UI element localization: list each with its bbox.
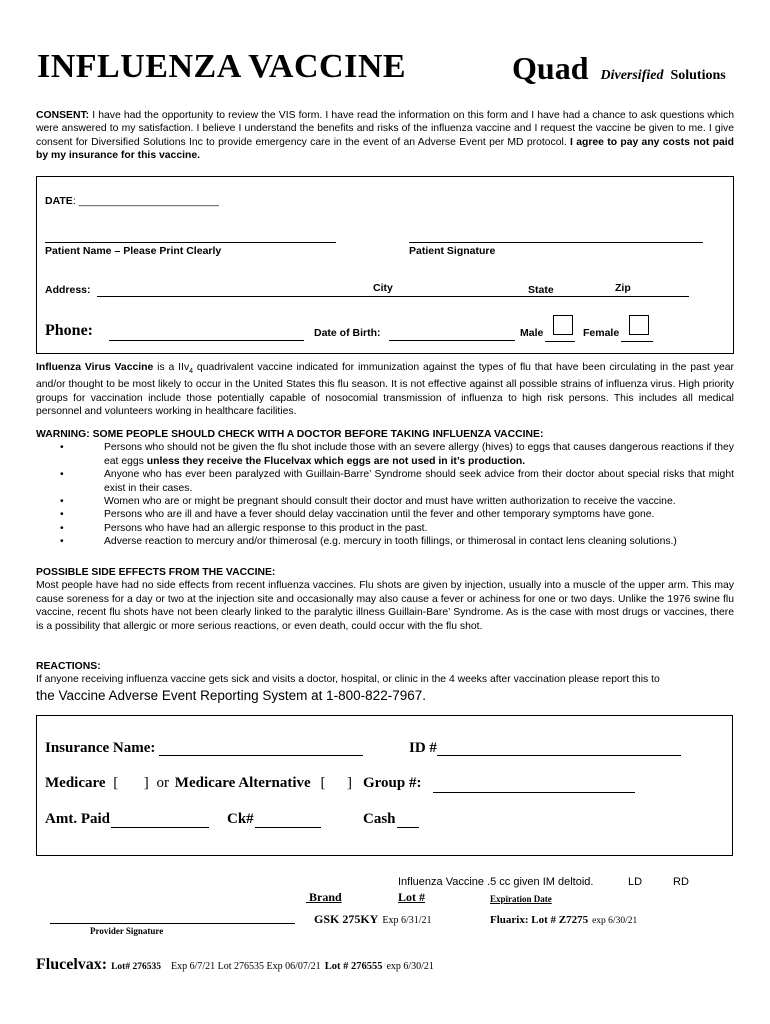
vaccine-info-subscript: 4	[189, 368, 194, 376]
vaccine-info-lead: Influenza Virus Vaccine	[36, 362, 154, 373]
consent-label: CONSENT:	[36, 110, 90, 121]
medicare-label: Medicare	[45, 775, 106, 791]
warning-item	[36, 522, 734, 535]
insurance-box	[36, 715, 733, 856]
bullet-icon: •	[60, 536, 64, 548]
dob-label: Date of Birth:	[314, 327, 381, 339]
medicare-alt-label: Medicare Alternative	[174, 775, 311, 791]
patient-info-box	[36, 176, 734, 354]
vaccine-info-text-2: quadrivalent vaccine indicated for immunization against the types of flu that have been circulating in the past year and/or thought to be most likely to occur in the United States this flu season. It is not effective against all possible strains of influenza virus. High priority groups for vaccination include those potentially capable of nosocomial transmission of influenza to high risk persons. This includes all medical personnel and volunteers working in healthcare facilities.	[36, 362, 734, 418]
medicare-bracket-open[interactable]: [	[113, 775, 119, 791]
fluarix-exp: exp 6/30/21	[592, 916, 638, 926]
form-title: INFLUENZA VACCINE	[37, 48, 407, 85]
female-checkbox[interactable]	[629, 315, 649, 335]
city-label: City	[373, 282, 393, 294]
reactions-text: If anyone receiving influenza vaccine gets sick and visits a doctor, hospital, or clinic in the 4 weeks after vaccination please report this to	[36, 674, 660, 686]
bullet-icon: •	[60, 469, 64, 481]
warning-item-text: Anyone who has ever been paralyzed with Guillain-Barre’ Syndrome should seek advice from their doctor about special risks that might exist in their cases.	[104, 469, 734, 494]
address-label: Address:	[45, 284, 91, 296]
flucelvax-label: Flucelvax:	[36, 956, 108, 973]
warning-section	[36, 428, 734, 549]
warning-item-text: Women who are or might be pregnant should consult their doctor and must have written authorization to receive the vaccine.	[104, 496, 676, 508]
bullet-icon: •	[60, 509, 64, 521]
vaccine-info-paragraph	[36, 361, 734, 419]
date-field[interactable]: : ________________________	[72, 195, 219, 207]
or-label: or	[156, 775, 170, 791]
date-label: DATE	[45, 195, 73, 207]
warning-item-bold: unless they receive the Flucelvax which eggs are not used in it’s production.	[146, 455, 526, 467]
warning-item-text: Persons who should not be given the flu shot include those with an severe allergy (hives) to eggs that causes dangerous reactions if they eat eggs	[104, 442, 734, 467]
logo-solutions: Solutions	[670, 68, 726, 83]
male-checkbox[interactable]	[553, 315, 573, 335]
patient-name-label: Patient Name – Please Print Clearly	[45, 245, 222, 257]
address-line[interactable]	[97, 295, 689, 297]
insurance-name-line[interactable]	[159, 754, 363, 756]
phone-label: Phone	[45, 322, 88, 339]
warning-item	[36, 535, 734, 548]
male-line	[545, 340, 575, 342]
provider-signature-line[interactable]	[50, 922, 295, 924]
fluarix-lot: Fluarix: Lot # Z7275	[490, 914, 589, 926]
female-line	[621, 340, 653, 342]
patient-signature-label: Patient Signature	[409, 245, 496, 257]
warning-item	[36, 441, 734, 468]
bullet-icon: •	[60, 522, 64, 534]
insurance-name-label: Insurance Name:	[45, 740, 156, 756]
amt-paid-label: Amt. Paid	[45, 811, 110, 827]
expiration-label: Expiration Date	[490, 894, 552, 904]
fluarix-row	[490, 910, 637, 928]
group-line[interactable]	[433, 791, 635, 793]
check-label: Ck#	[227, 811, 254, 827]
warning-item	[36, 495, 734, 508]
check-line[interactable]	[255, 826, 321, 828]
side-effects-section	[36, 566, 734, 633]
phone-line[interactable]	[109, 339, 304, 341]
medicare-bracket-close[interactable]: ]	[143, 775, 149, 791]
lot-label: Lot #	[398, 890, 425, 904]
consent-paragraph	[36, 109, 734, 163]
consent-bold-text: I agree to pay any costs not paid by my insurance for this vaccine.	[36, 136, 735, 162]
cash-line[interactable]	[397, 826, 419, 828]
side-effects-text: Most people have had no side effects from recent influenza vaccines. Flu shots are given by injection, usually into a muscle of the upper arm. This may cause soreness for a day or two at the injection site and occasionally may also cause a fever or achiness for one or two days. Unlike the 1976 swine flu vaccine, recent flu shots have not been clearly linked to the paralytic illness Guillain-Bare’ Syndrome. As is the case with most drugs or vaccines, there is a possibility that allergic or more serious reactions, or even death, could occur with the flu shot.	[36, 580, 734, 632]
gsk-exp: Exp 6/31/21	[382, 915, 432, 926]
male-label: Male	[520, 327, 544, 339]
reactions-heading: REACTIONS:	[36, 661, 101, 672]
warning-item-text: Adverse reaction to mercury and/or thimerosal (e.g. mercury in tooth fillings, or thimerosal in contact lens cleaning solutions.)	[104, 536, 677, 548]
warning-item	[36, 508, 734, 521]
warning-item	[36, 468, 734, 495]
brand-header	[306, 890, 342, 905]
date-row	[45, 195, 219, 207]
state-label: State	[528, 284, 554, 296]
gsk-brand: GSK 275KY	[314, 912, 379, 926]
flucelvax-lot: Lot# 276535	[111, 962, 161, 972]
id-label: ID #	[409, 740, 437, 756]
flucelvax-lot-2: Lot # 276555	[324, 961, 383, 972]
company-logo	[512, 50, 726, 87]
administration-text: Influenza Vaccine .5 cc given IM deltoid.	[398, 876, 594, 888]
patient-signature-line[interactable]	[409, 241, 703, 243]
warning-item-text: Persons who have had an allergic response to this product in the past.	[104, 522, 428, 534]
zip-label: Zip	[615, 282, 631, 294]
logo-diversified: Diversified	[600, 68, 664, 83]
provider-signature-label: Provider Signature	[90, 926, 164, 936]
female-label: Female	[583, 327, 620, 339]
side-effects-heading: POSSIBLE SIDE EFFECTS FROM THE VACCINE:	[36, 567, 276, 578]
id-line[interactable]	[437, 754, 681, 756]
ld-option[interactable]: LD	[628, 876, 643, 888]
rd-option[interactable]: RD	[673, 876, 689, 888]
flucelvax-exp: exp 6/30/21	[386, 961, 434, 972]
warning-heading: WARNING: SOME PEOPLE SHOULD CHECK WITH A DOCTOR BEFORE TAKING INFLUENZA VACCINE:	[36, 429, 544, 440]
cash-label: Cash	[363, 811, 396, 827]
brand-label: Brand	[309, 890, 342, 904]
group-label: Group #:	[363, 775, 422, 791]
medicare-alt-bracket-open[interactable]: [	[320, 775, 326, 791]
vaers-text: the Vaccine Adverse Event Reporting System at 1-800-822-7967.	[36, 687, 426, 703]
patient-name-line[interactable]	[45, 241, 336, 243]
dob-line[interactable]	[389, 339, 515, 341]
logo-quad: Quad	[512, 50, 589, 86]
vaccine-info-text-1: is a IIv	[153, 362, 190, 373]
flucelvax-details: Exp 6/7/21 Lot 276535 Exp 06/07/21	[170, 961, 321, 972]
bullet-icon: •	[60, 496, 64, 508]
reactions-section	[36, 660, 734, 704]
warning-list	[36, 441, 734, 548]
medicare-row	[45, 775, 352, 792]
phone-row: Phone:	[45, 322, 93, 339]
warning-item-text: Persons who are ill and have a fever should delay vaccination until the fever and other temporary symptoms have gone.	[104, 509, 655, 521]
flucelvax-row	[36, 956, 434, 974]
consent-text: I have had the opportunity to review the VIS form. I have read the information on this form and I have had a chance to ask questions which were answered to my satisfaction. I believe I understand the benefits and risks of the influenza vaccine and I request the vaccine be given to me. I give consent for Diversified Solutions Inc to provide emergency care in the event of an Adverse Event per MD protocol.	[36, 110, 734, 148]
medicare-alt-bracket-close[interactable]: ]	[346, 775, 352, 791]
gsk-row	[314, 910, 432, 928]
bullet-icon: •	[60, 442, 64, 454]
amt-paid-line[interactable]	[111, 826, 209, 828]
